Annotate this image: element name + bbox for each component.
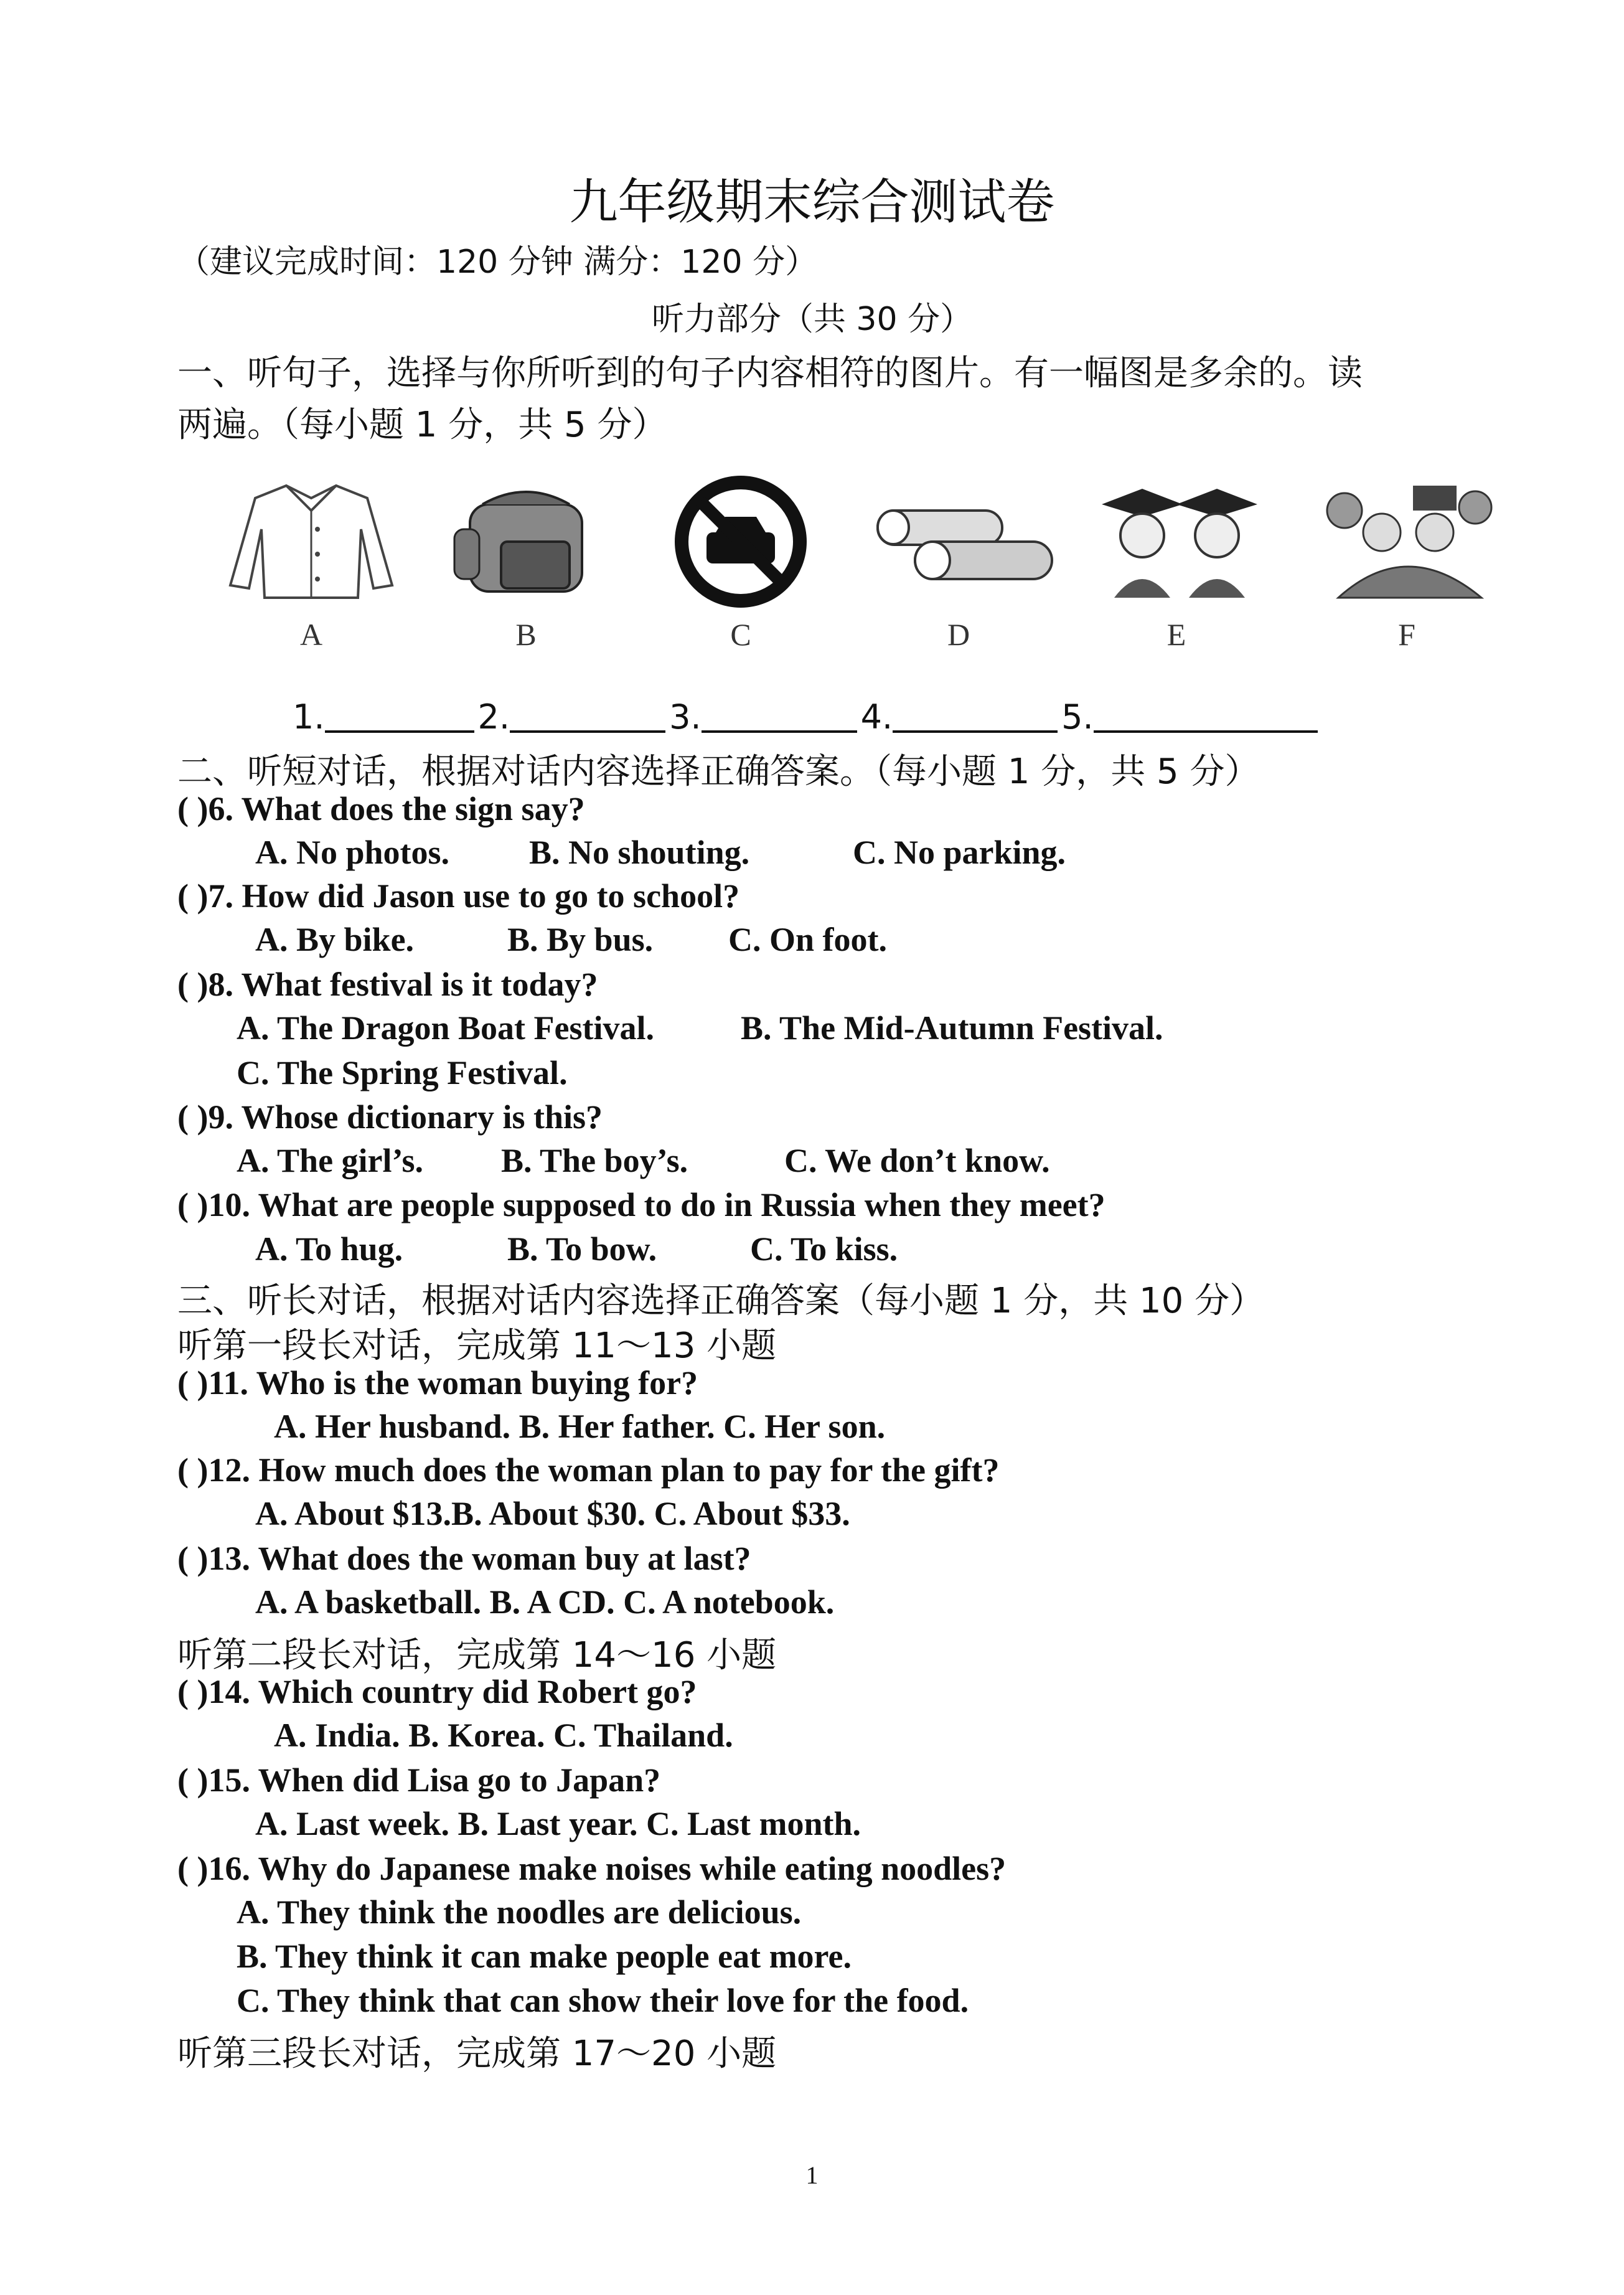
exam-info: （建议完成时间：120 分钟 满分：120 分）: [177, 243, 818, 281]
section2-heading: 二、听短对话，根据对话内容选择正确答案。（每小题 1 分，共 5 分）: [177, 752, 1260, 792]
question-13: ( )13. What does the woman buy at last?: [177, 1540, 751, 1577]
backpack-icon: [433, 473, 619, 660]
section1-heading: 一、听句子，选择与你所听到的句子内容相符的图片。有一幅图是多余的。读: [177, 353, 1363, 393]
options-13: A. A basketball. B. A CD. C. A notebook.: [255, 1583, 835, 1621]
no-parking-icon: [647, 473, 834, 660]
answer-blank-4[interactable]: [893, 730, 1058, 733]
part3-heading: 听第三段长对话，完成第 17～20 小题: [177, 2033, 777, 2074]
option: B. The boy’s.: [501, 1142, 688, 1179]
option: C. On foot.: [728, 921, 887, 958]
page-number: 1: [805, 2161, 819, 2189]
option: B. By bus.: [507, 921, 654, 958]
picture-label: D: [947, 617, 970, 652]
option: B. They think it can make people eat more.: [237, 1938, 852, 1975]
option: C. To kiss.: [750, 1230, 898, 1268]
blank-number: 2.: [477, 697, 510, 737]
answer-blank-2[interactable]: [510, 730, 665, 733]
answer-blank-5[interactable]: [1094, 730, 1318, 733]
question-10: ( )10. What are people supposed to do in Russia when they meet?: [177, 1186, 1105, 1223]
festival-dancers-icon: [1301, 473, 1513, 660]
option: A. By bike.: [255, 921, 415, 958]
question-7: ( )7. How did Jason use to go to school?: [177, 877, 740, 915]
options-12: A. About $13.B. About $30. C. About $33.: [255, 1495, 850, 1532]
option: C. They think that can show their love for the food.: [237, 1982, 969, 2019]
option: A. The girl’s.: [237, 1142, 424, 1179]
option: B. To bow.: [507, 1230, 657, 1268]
question-15: ( )15. When did Lisa go to Japan?: [177, 1761, 661, 1799]
options-11: A. Her husband. B. Her father. C. Her son.: [274, 1408, 886, 1445]
question-9: ( )9. Whose dictionary is this?: [177, 1098, 603, 1136]
picture-row: [218, 473, 1525, 660]
part2-heading: 听第二段长对话，完成第 14～16 小题: [177, 1635, 777, 1675]
option: A. They think the noodles are delicious.: [237, 1893, 802, 1931]
option: C. The Spring Festival.: [237, 1054, 568, 1091]
section1-heading-cont: 两遍。（每小题 1 分，共 5 分）: [177, 405, 667, 445]
page-title: 九年级期末综合测试卷: [569, 174, 1055, 230]
graduates-icon: [1083, 473, 1270, 660]
question-8: ( )8. What festival is it today?: [177, 966, 598, 1003]
picture-label: B: [515, 617, 537, 652]
shirt-icon: [218, 473, 405, 660]
picture-label: F: [1398, 617, 1415, 652]
blank-number: 4.: [860, 697, 893, 737]
question-14: ( )14. Which country did Robert go?: [177, 1673, 697, 1710]
option: B. No shouting.: [529, 834, 750, 871]
option: B. The Mid-Autumn Festival.: [741, 1009, 1163, 1047]
blank-number: 3.: [669, 697, 702, 737]
answer-blank-3[interactable]: [702, 730, 857, 733]
question-12: ( )12. How much does the woman plan to pay for the gift?: [177, 1451, 1000, 1489]
answer-blank-1[interactable]: [325, 730, 474, 733]
options-15: A. Last week. B. Last year. C. Last month.: [255, 1805, 861, 1842]
question-16: ( )16. Why do Japanese make noises while eating noodles?: [177, 1850, 1007, 1887]
blank-number: 5.: [1061, 697, 1094, 737]
picture-label: C: [730, 617, 751, 652]
picture-label: E: [1166, 617, 1186, 652]
options-14: A. India. B. Korea. C. Thailand.: [274, 1717, 733, 1754]
option: C. We don’t know.: [784, 1142, 1050, 1179]
question-6: ( )6. What does the sign say?: [177, 790, 585, 827]
option: A. To hug.: [255, 1230, 403, 1268]
question-11: ( )11. Who is the woman buying for?: [177, 1364, 698, 1402]
blank-number: 1.: [293, 697, 325, 737]
answer-blanks: [293, 697, 1321, 737]
option: A. No photos.: [255, 834, 450, 871]
picture-label: A: [299, 617, 323, 652]
logs-icon: [865, 473, 1052, 660]
option: A. The Dragon Boat Festival.: [237, 1009, 654, 1047]
part1-heading: 听第一段长对话，完成第 11～13 小题: [177, 1326, 777, 1366]
listening-header: 听力部分（共 30 分）: [651, 301, 973, 338]
section3-heading: 三、听长对话，根据对话内容选择正确答案（每小题 1 分，共 10 分）: [177, 1281, 1265, 1321]
option: C. No parking.: [853, 834, 1066, 871]
